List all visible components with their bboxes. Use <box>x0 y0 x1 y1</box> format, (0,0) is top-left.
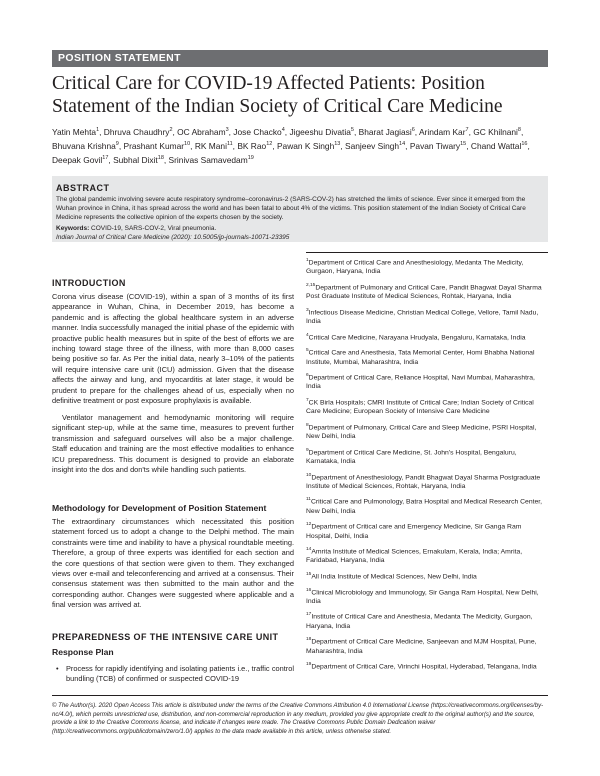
affiliation-item <box>306 570 548 581</box>
affiliation-text: Critical Care Medicine, Narayana Hrudyala, Bengaluru, Karnataka, India <box>308 333 526 341</box>
author: Dhruva Chaudhry$^2$, <box>103 126 178 137</box>
author-sup: 5 <box>350 127 354 133</box>
author: Prashant Kumar$^{10}$, <box>123 141 195 151</box>
author: RK Mani$^{11}$, <box>194 141 238 151</box>
author: OC Abraham$^3$, <box>177 126 234 137</box>
author-sup: 1 <box>96 127 100 133</box>
author-name: Pawan K Singh <box>276 141 335 151</box>
author-sup: 6 <box>411 127 415 133</box>
author-sup: 4 <box>281 127 285 133</box>
affiliation-item <box>306 256 548 276</box>
author-sup: 10 <box>184 141 191 148</box>
affiliation-text: Infectious Disease Medicine, Christian Medical College, Vellore, Tamil Nadu, India <box>306 308 539 326</box>
affiliation-list <box>306 256 548 676</box>
affiliation-item <box>306 545 548 565</box>
affiliation-item <box>306 371 548 391</box>
author-name: Prashant Kumar <box>123 141 185 151</box>
paper-title: Critical Care for COVID-19 Affected Patients: Position Statement of the Indian Society of Critical Care Medicine <box>52 73 503 117</box>
affiliation-text: Department of Critical Care, Reliance Hospital, Navi Mumbai, Maharashtra, India <box>306 374 535 391</box>
introduction-paragraph-1: Corona virus disease (COVID-19), within a span of 3 months of its first appearance in Wuhan, China, in December 2019, has become a pandemic and is affecting the global healthcare system in an adverse manner. India successfully managed the initial phase of the epidemic with proactive public health measures but in spite of the best of efforts we are inching toward stage three of the illness, with more than 8,000 cases being positive so far. As Per the initial data, nearly 3–10% of the patients will require intensive care unit (ICU) admission. Given that the disease affects the airway and lung, and myocarditis at later stage, it would be prudent to prepare for the challenges ahead of us, especially when no definitive treatment or post exposure prophylaxis is available. <box>52 292 294 406</box>
author-sup: 19 <box>247 155 254 162</box>
bullet-icon: • <box>56 664 59 673</box>
author-sup: 15 <box>460 141 467 148</box>
author-name: Yatin Mehta <box>52 126 97 137</box>
affiliation-item <box>306 495 548 515</box>
affiliation-text: Department of Anesthesiology, Pandit Bhagwat Dayal Sharma Postgraduate Institute of Medical Sciences, Rohtak, Haryana, India <box>306 473 541 490</box>
affiliation-text: Institute of Critical Care and Anesthesia, Medanta The Medicity, Gurgaon, Haryana, India <box>306 613 533 630</box>
affiliation-text: Clinical Microbiology and Immunology, Sir Ganga Ram Hospital, New Delhi, India <box>306 588 539 605</box>
author: Jigeeshu Divatia$^5$, <box>289 126 359 137</box>
author-sup: 3 <box>225 127 229 133</box>
author: BK Rao$^{12}$, <box>237 141 277 151</box>
affiliation-item <box>306 660 548 671</box>
author: Bhuvana Krishna$^9$, <box>52 141 124 151</box>
affiliation-text: CK Birla Hospitals; CMRI Institute of Critical Care; Indian Society of Critical Care Medicine; European Society of Intensive Care Medicine <box>306 399 534 416</box>
keywords-value: COVID-19, SARS-COV-2, Viral pneumonia. <box>91 225 217 232</box>
author: Bharat Jagiasi$^6$, <box>358 126 419 137</box>
section-label: POSITION STATEMENT <box>58 52 181 64</box>
affiliation-sup: 11 <box>306 497 311 503</box>
affiliation-sup: 4 <box>306 332 309 338</box>
affiliation-item <box>306 586 548 606</box>
author-sup: 9 <box>115 141 119 148</box>
affiliation-text: Department of Critical Care, Virinchi Hospital, Hyderabad, Telangana, India <box>311 663 537 671</box>
author-name: Jose Chacko <box>233 126 282 137</box>
affiliation-sup: 14 <box>306 547 312 553</box>
affiliation-text: Department of Pulmonary and Critical Care, Pandit Bhagwat Dayal Sharma Post Graduate Institute of Medical Sciences, Rohtak, Haryana, India <box>306 284 542 301</box>
author-sup: 7 <box>465 127 469 133</box>
author-sup: 16 <box>521 141 528 148</box>
affiliation-sup: 6 <box>306 373 309 379</box>
author: Deepak Govil$^{17}$, <box>52 155 114 166</box>
affiliation-sup: 12 <box>306 522 312 528</box>
introduction-paragraph-2: Ventilator management and hemodynamic monitoring will require significant step-up, while at the same time, measures to prevent further transmission and safeguard ourselves will also be a major challenge. Staff education and training are the most effective modalities to enhance ICU preparedness. This document is designed to provide an elaborate insight into the dos and don'ts while handling such patients. <box>52 413 294 475</box>
methodology-heading: Methodology for Development of Position Statement <box>52 503 267 513</box>
author-name: Pavan Tiwary <box>409 141 461 151</box>
author <box>169 155 254 165</box>
affiliation-item <box>306 346 548 366</box>
affiliation-item <box>306 520 548 540</box>
affiliation-item <box>306 446 548 466</box>
introduction-heading: INTRODUCTION <box>52 278 126 288</box>
author-name: GC Khilnani <box>473 126 518 137</box>
affiliation-text: Department of Critical Care Medicine, St. John's Hospital, Bengaluru, Karnataka, India <box>306 448 517 466</box>
author: Pawan K Singh$^{13}$, <box>276 141 346 151</box>
author-sup: 2 <box>169 127 173 133</box>
author: Subhal Dixit$^{18}$, <box>113 155 169 166</box>
author-sup: 17 <box>102 155 109 162</box>
author-sup: 14 <box>399 141 406 148</box>
author: Sanjeev Singh$^{14}$, <box>345 141 410 151</box>
footer-divider <box>52 695 548 696</box>
affiliation-item <box>306 421 548 441</box>
affiliation-text: Department of Critical Care Medicine, Sanjeevan and MJM Hospital, Pune, Maharashtra, India <box>306 638 537 655</box>
affiliation-text: Critical Care and Pulmonology, Batra Hospital and Medical Research Center, New Delhi, India <box>306 498 543 515</box>
affiliation-text: Department of Pulmonary, Critical Care and Sleep Medicine, PSRI Hospital, New Delhi, India <box>306 424 537 441</box>
abstract-heading: ABSTRACT <box>56 183 110 193</box>
affiliation-sup: 7 <box>306 397 309 403</box>
affiliation-item <box>306 610 548 630</box>
affiliation-item <box>306 396 548 416</box>
keywords-label: Keywords: <box>56 225 90 232</box>
author-list <box>52 124 552 167</box>
affiliation-sup: 5 <box>306 348 309 354</box>
author-sup: 12 <box>266 141 273 148</box>
author-name: Chand Wattal <box>470 141 522 151</box>
author: GC Khilnani$^8$, <box>473 126 524 137</box>
affiliation-sup: 8 <box>306 422 309 428</box>
author-name: OC Abraham <box>177 126 226 137</box>
affiliation-sup: 3 <box>306 307 309 313</box>
abstract-body: The global pandemic involving severe acute respiratory syndrome–coronavirus-2 (SARS-COV-2) has stretched the limits of science. Ever since it emerged from the Wuhan province in China, it has spread across the world and has been fatal to about 4% of the victims. This position statement of the Indian Society of Critical Care Medicine represents the collective opinion of the experts chosen by the society. <box>56 196 526 221</box>
affiliation-sup: 2,15 <box>306 282 316 288</box>
affiliation-item <box>306 471 548 491</box>
affiliation-item <box>306 306 548 326</box>
abstract-citation: Indian Journal of Critical Care Medicine (2020): 10.5005/jp-journals-10071-23395 <box>56 234 290 241</box>
author-name: Dhruva Chaudhry <box>103 126 170 137</box>
affiliation-sup: 17 <box>306 612 312 618</box>
affiliation-sup: 1 <box>306 258 309 263</box>
author: Arindam Kar$^7$, <box>418 126 474 137</box>
affiliation-sup: 15 <box>306 571 312 577</box>
affiliation-sup: 18 <box>306 637 312 643</box>
response-plan-bullet: Process for rapidly identifying and isolating patients i.e., traffic control bundling (TCB) of confirmed or suspected COVID-19 <box>66 664 294 684</box>
author-name: Arindam Kar <box>418 126 466 137</box>
author-name: Deepak Govil <box>52 155 103 166</box>
author-sup: 13 <box>334 141 341 148</box>
author: Yatin Mehta$^1$, <box>52 126 104 137</box>
preparedness-heading: PREPAREDNESS OF THE INTENSIVE CARE UNIT <box>52 632 279 642</box>
abstract-keywords <box>56 224 544 233</box>
author-sup: 11 <box>226 141 233 148</box>
affiliations-divider <box>306 252 548 253</box>
affiliation-text: Department of Critical care and Emergency Medicine, Sir Ganga Ram Hospital, Delhi, India <box>306 523 522 540</box>
author: Jose Chacko$^4$, <box>233 126 290 137</box>
affiliation-sup: 19 <box>306 662 312 668</box>
affiliation-item <box>306 331 548 342</box>
response-plan-heading: Response Plan <box>52 647 114 657</box>
author-name: RK Mani <box>194 141 227 151</box>
affiliation-sup: 16 <box>306 587 312 593</box>
affiliation-item <box>306 281 548 301</box>
license-footer: © The Author(s). 2020 Open Access This article is distributed under the terms of the Creative Commons Attribution 4.0 International License (https://creativecommons.org/licenses/by-nc/4.0/), which permits unrestricted use, distribution, and non-commercial reproduction in any medium, provided you give appropriate credit to the original author(s) and the source, provide a link to the Creative Commons license, and indicate if changes were made. The Creative Commons Public Domain Dedication waiver (http://creativecommons.org/publicdomain/zero/1.0/) applies to the data made available in this article, unless otherwise stated. <box>52 702 544 735</box>
affiliation-text: Department of Critical Care and Anesthesiology, Medanta The Medicity, Gurgaon, Haryana, India <box>306 259 524 276</box>
affiliation-sup: 10 <box>306 472 312 478</box>
author-name: Srinivas Samavedam <box>168 155 248 166</box>
affiliation-item <box>306 635 548 655</box>
methodology-paragraph: The extraordinary circumstances which necessitated this position statement forced us to adopt a change to the Delphi method. The main constraints were time and inability to have a physical roundtable meeting. Therefore, a group of three experts was identified for each section and the core questions of that section were given to them. They exchanged views over e-mail and teleconferencing and arrived at a consensus. Their consensus statement was then submitted to the main author and the corresponding author. Changes were suggested where applicable and a final version was arrived at. <box>52 517 294 610</box>
author-sup: 18 <box>157 155 164 162</box>
author-name: Sanjeev Singh <box>345 141 400 151</box>
author-name: Jigeeshu Divatia <box>289 126 351 137</box>
author-name: Bhuvana Krishna <box>52 141 116 151</box>
affiliation-sup: 9 <box>306 447 309 453</box>
author-name: BK Rao <box>237 141 267 151</box>
author-name: Bharat Jagiasi <box>358 126 412 137</box>
author: Chand Wattal$^{16}$, <box>470 141 530 151</box>
author-sup: 8 <box>517 127 521 133</box>
affiliation-text: All India Institute of Medical Sciences, New Delhi, India <box>311 573 477 581</box>
author-name: Subhal Dixit <box>113 155 158 166</box>
section-label-band <box>52 50 548 67</box>
affiliation-text: Critical Care and Anesthesia, Tata Memorial Center, Homi Bhabha National Institute, Mumbai, Maharashtra, India <box>306 349 535 366</box>
author: Pavan Tiwary$^{15}$, <box>409 141 471 151</box>
affiliation-text: Amrita Institute of Medical Sciences, Ernakulam, Kerala, India; Amrita, Faridabad, Haryana, India <box>306 548 523 565</box>
